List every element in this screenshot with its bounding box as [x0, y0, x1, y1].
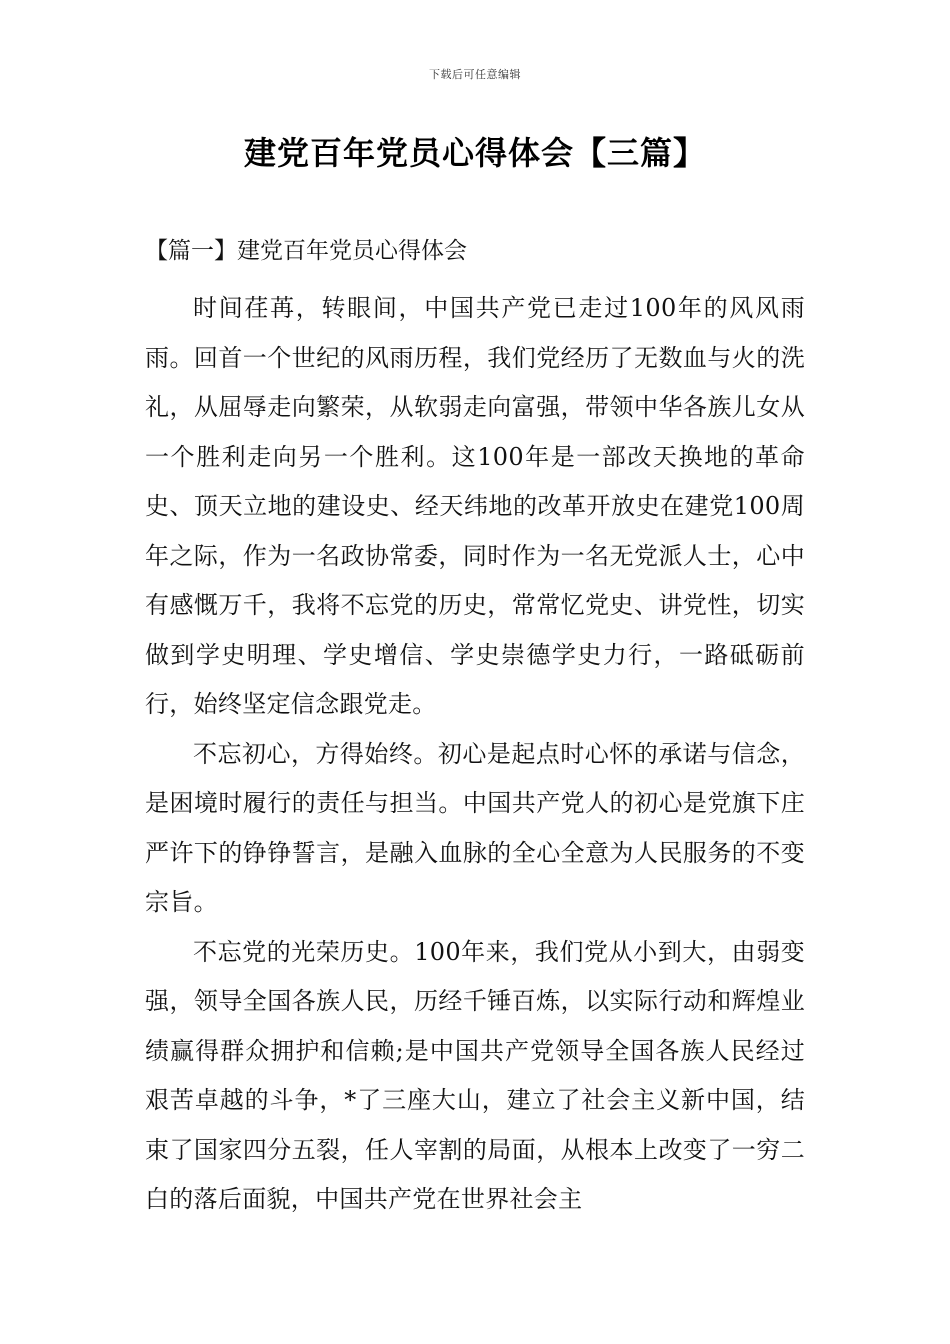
paragraph: 时间荏苒，转眼间，中国共产党已走过100年的风风雨雨。回首一个世纪的风雨历程，我们党经历了无数血与火的洗礼，从屈辱走向繁荣，从软弱走向富强，带领中华各族儿女从一个胜利走向另一个胜利。这100年是一部改天换地的革命史、顶天立地的建设史、经天纬地的改革开放史在建党100周年之际，作为一名政协常委，同时作为一名无党派人士，心中有感慨万千，我将不忘党的历史，常常忆党史、讲党性，切实做到学史明理、学史增信、学史崇德学史力行，一路砥砺前行，始终坚定信念跟党走。	[145, 294, 805, 718]
document-title: 建党百年党员心得体会【三篇】	[243, 134, 706, 172]
paragraph: 不忘初心，方得始终。初心是起点时心怀的承诺与信念，是困境时履行的责任与担当。中国共产党人的初心是党旗下庄严许下的铮铮誓言，是融入血脉的全心全意为人民服务的不变宗旨。	[145, 739, 805, 916]
section-heading: 【篇一】建党百年党员心得体会	[145, 238, 467, 264]
header-note: 下载后可任意编辑	[429, 68, 521, 81]
document-body	[145, 284, 805, 1225]
paragraph: 不忘党的光荣历史。100年来，我们党从小到大，由弱变强，领导全国各族人民，历经千锤百炼，以实际行动和辉煌业绩赢得群众拥护和信赖;是中国共产党领导全国各族人民经过艰苦卓越的斗争，*了三座大山，建立了社会主义新中国，结束了国家四分五裂，任人宰割的局面，从根本上改变了一穷二白的落后面貌，中国共产党在世界社会主	[145, 937, 805, 1213]
